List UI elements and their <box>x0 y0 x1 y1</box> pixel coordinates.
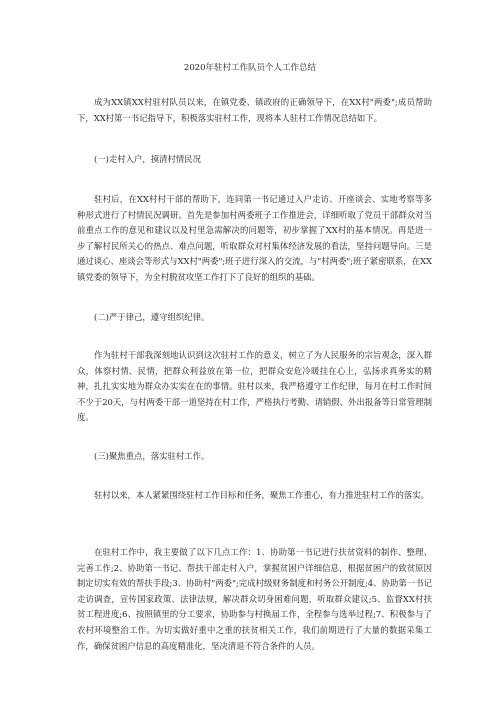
section3-paragraph: 驻村以来，本人紧紧围绕驻村工作目标和任务，聚焦工作重心，有力推进驻村工作的落实。 <box>94 490 429 500</box>
intro-paragraph: 成为XX镇XX村驻村队员以来，在镇党委、镇政府的正确领导下，在XX村"两委";成员帮助下，XX村第一书记指导下，积极落实驻村工作，现将本人驻村工作情况总结如下。 <box>77 97 432 123</box>
section1-paragraph: 驻村后，在XX村村干部的帮助下，连同第一书记通过入户走访、开座谈会、实地考察等多种形式进行了村情民况调研。首先是参加村两委班子工作推进会，详细听取了党员干部群众对当前重点工作的意见和建议以及村里急需解决的问题等，初步掌握了XX村的基本情况。再是进一步了解村民所关心的热点、难点问题，听取群众对村集体经济发展的看法，坚持问题导向。三是通过谈心、座谈会等形式与XX村"两委";班子进行深入的交流，与"村两委";班子紧密联系，在XX镇党委的领导下，为全村脱贫攻坚工作打下了良好的组织的基础。 <box>77 194 432 282</box>
page-title: 2020年驻村工作队员个人工作总结 <box>183 63 317 73</box>
section1-heading: (一)走村入户，摸清村情民况 <box>94 154 202 164</box>
section2-heading: (二)严于律己，遵守组织纪律。 <box>94 312 210 322</box>
section4-paragraph: 在驻村工作中，我主要做了以下几点工作：1、协助第一书记进行扶贫资料的制作、整理、完善工作;2、协助第一书记、帮扶干部走村入户，掌握贫困户详细信息，根据贫困户的致贫原因制定切实有效的帮扶手段;3、协助村"两委";完成村级财务制度和村务公开制度;4、协助第一书记走访调查，宣传国家政策、法律法规，解决群众切身困难问题，听取群众建议;5、监督XX村扶贫工程进度;6、按照镇里的分工要求，协助参与村换届工作，全程参与选举过程;7、积极参与了农村环境整治工作。为切实做好重中之重的扶贫相关工作，我们前期进行了大量的数据采集工作，确保贫困户信息的高度精准化，坚决清退不符合条件的人员。 <box>77 547 432 651</box>
section2-paragraph: 作为驻村干部我深刻地认识到这次驻村工作的意义，树立了为人民服务的宗旨观念，深入群众，体察村情、民情，把群众利益放在第一位，把群众安危冷暖挂在心上，弘扬求真务实的精神，扎扎实实地为群众办实实在在的事情。驻村以来，我严格遵守工作纪律，每月在村工作时间不少于20天，与村两委干部一道坚持在村工作，严格执行考勤、请销假、外出报备等日常管理制度。 <box>77 350 432 423</box>
section3-heading: (三)聚焦重点，落实驻村工作。 <box>94 451 210 461</box>
